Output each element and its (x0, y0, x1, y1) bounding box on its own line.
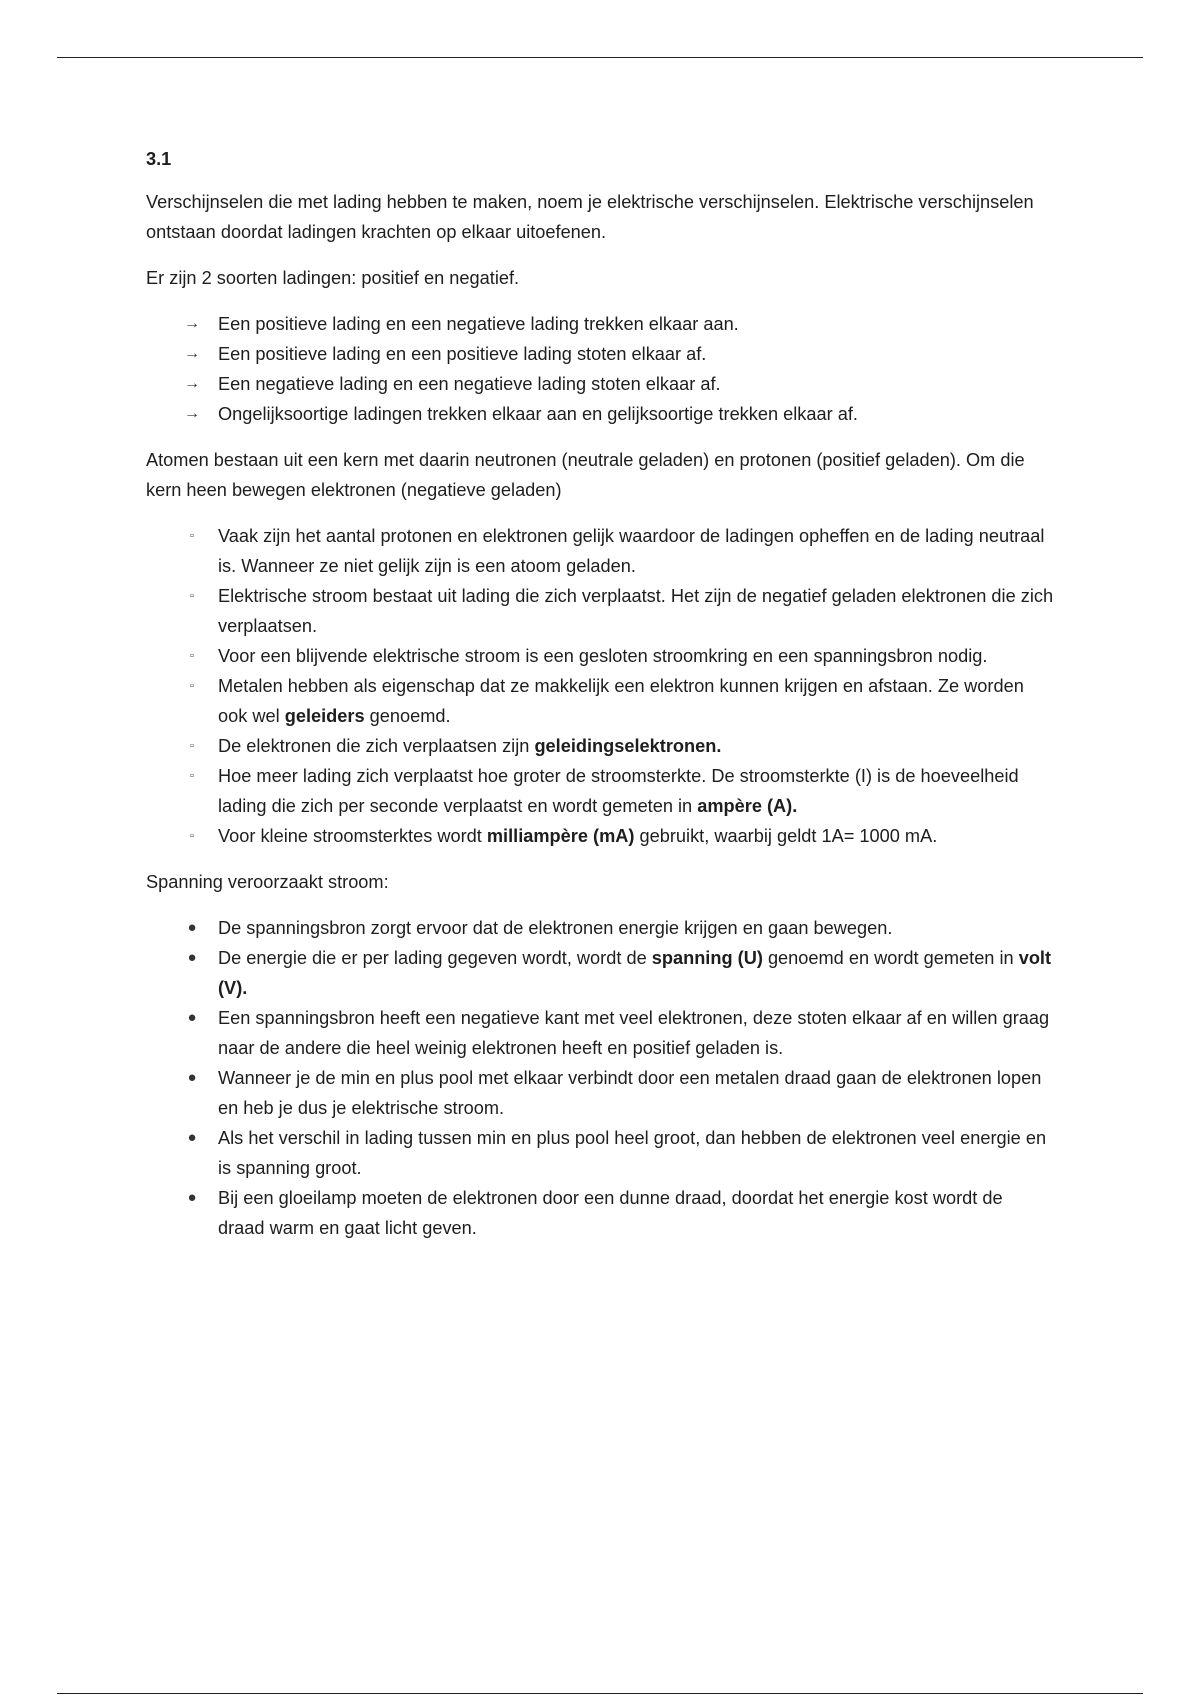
square-bullet-icon: ▫ (190, 650, 194, 662)
list-item (146, 671, 1054, 731)
arrow-right-icon: → (184, 375, 200, 392)
list-item (146, 369, 1054, 399)
round-bullet-icon: ● (187, 1069, 197, 1086)
bold-term: ampère (A). (697, 796, 798, 816)
list-item-text: De energie die er per lading gegeven wordt, wordt de (218, 948, 652, 968)
charge-rules-list (146, 309, 1054, 429)
list-item-text: Vaak zijn het aantal protonen en elektronen gelijk waardoor de ladingen opheffen en de lading neutraal is. Wanneer ze niet gelijk zijn is een atoom geladen. (218, 526, 1045, 576)
list-item-text: Een negatieve lading en een negatieve lading stoten elkaar af. (218, 374, 721, 394)
list-item (146, 913, 1054, 943)
list-item-text: Als het verschil in lading tussen min en plus pool heel groot, dan hebben de elektronen veel energie en is spanning groot. (218, 1128, 1047, 1178)
document-page (146, 145, 1054, 1259)
list-item-text: Een positieve lading en een positieve lading stoten elkaar af. (218, 344, 707, 364)
list-item (146, 581, 1054, 641)
voltage-intro-paragraph: Spanning veroorzaakt stroom: (146, 872, 389, 892)
square-bullet-icon: ▫ (190, 590, 194, 602)
list-item-text: Voor kleine stroomsterktes wordt (218, 826, 487, 846)
atoms-intro-paragraph: Atomen bestaan uit een kern met daarin neutronen (neutrale geladen) en protonen (positief geladen). Om die kern heen bewegen elektronen (negatieve geladen) (146, 450, 1025, 500)
bold-term: spanning (U) (651, 948, 763, 968)
arrow-right-icon: → (184, 345, 200, 362)
arrow-right-icon: → (184, 315, 200, 332)
round-bullet-icon: ● (187, 919, 197, 936)
list-item-text: Bij een gloeilamp moeten de elektronen door een dunne draad, doordat het energie kost wordt de draad warm en gaat licht geven. (218, 1188, 1003, 1238)
square-bullet-icon: ▫ (190, 530, 194, 542)
square-bullet-icon: ▫ (190, 830, 194, 842)
list-item (146, 339, 1054, 369)
list-item (146, 641, 1054, 671)
round-bullet-icon: ● (187, 1189, 197, 1206)
round-bullet-icon: ● (187, 1129, 197, 1146)
list-item (146, 943, 1054, 1003)
list-item-text: De elektronen die zich verplaatsen zijn (218, 736, 535, 756)
list-item (146, 309, 1054, 339)
section-heading: 3.1 (146, 149, 172, 169)
square-bullet-icon: ▫ (190, 740, 194, 752)
bold-term: volt (V). (218, 948, 1052, 998)
list-item-text: Een spanningsbron heeft een negatieve kant met veel elektronen, deze stoten elkaar af en willen graag naar de andere die heel weinig elektronen heeft en positief geladen is. (218, 1008, 1050, 1058)
list-item (146, 1183, 1054, 1243)
list-item-text: Ongelijksoortige ladingen trekken elkaar aan en gelijksoortige trekken elkaar af. (218, 404, 858, 424)
list-item-text: Een positieve lading en een negatieve lading trekken elkaar aan. (218, 314, 739, 334)
voltage-points-list (146, 913, 1054, 1243)
round-bullet-icon: ● (187, 949, 197, 966)
list-item (146, 821, 1054, 851)
list-item-text: Wanneer je de min en plus pool met elkaar verbindt door een metalen draad gaan de elektronen lopen en heb je dus je elektrische stroom. (218, 1068, 1042, 1118)
list-item-text: De spanningsbron zorgt ervoor dat de elektronen energie krijgen en gaan bewegen. (218, 918, 893, 938)
bold-term: milliampère (mA) (486, 826, 635, 846)
header-rule (57, 57, 1143, 58)
list-item-text: Hoe meer lading zich verplaatst hoe groter de stroomsterkte. De stroomsterkte (I) is de hoeveelheid lading die zich per seconde verplaatst en wordt gemeten in (218, 766, 1019, 816)
charges-intro-paragraph: Er zijn 2 soorten ladingen: positief en negatief. (146, 268, 520, 288)
current-points-list (146, 521, 1054, 851)
list-item-text: Elektrische stroom bestaat uit lading die zich verplaatst. Het zijn de negatief geladen elektronen die zich verplaatsen. (218, 586, 1054, 636)
list-item-text: Metalen hebben als eigenschap dat ze makkelijk een elektron kunnen krijgen en afstaan. Ze worden ook wel (218, 676, 1024, 726)
list-item (146, 731, 1054, 761)
square-bullet-icon: ▫ (190, 770, 194, 782)
list-item (146, 1063, 1054, 1123)
list-item (146, 1123, 1054, 1183)
bold-term: geleidingselektronen. (534, 736, 722, 756)
list-item (146, 399, 1054, 429)
list-item-text: Voor een blijvende elektrische stroom is een gesloten stroomkring en een spanningsbron nodig. (218, 646, 988, 666)
intro-paragraph: Verschijnselen die met lading hebben te maken, noem je elektrische verschijnselen. Elektrische verschijnselen ontstaan doordat ladingen krachten op elkaar uitoefenen. (146, 192, 1034, 242)
square-bullet-icon: ▫ (190, 680, 194, 692)
list-item (146, 761, 1054, 821)
footer-rule (57, 1693, 1143, 1694)
arrow-right-icon: → (184, 405, 200, 422)
round-bullet-icon: ● (187, 1009, 197, 1026)
list-item-text: gebruikt, waarbij geldt 1A= 1000 mA. (634, 826, 938, 846)
list-item-text: genoemd en wordt gemeten in (762, 948, 1019, 968)
bold-term: geleiders (284, 706, 365, 726)
list-item-text: genoemd. (364, 706, 451, 726)
list-item (146, 1003, 1054, 1063)
list-item (146, 521, 1054, 581)
